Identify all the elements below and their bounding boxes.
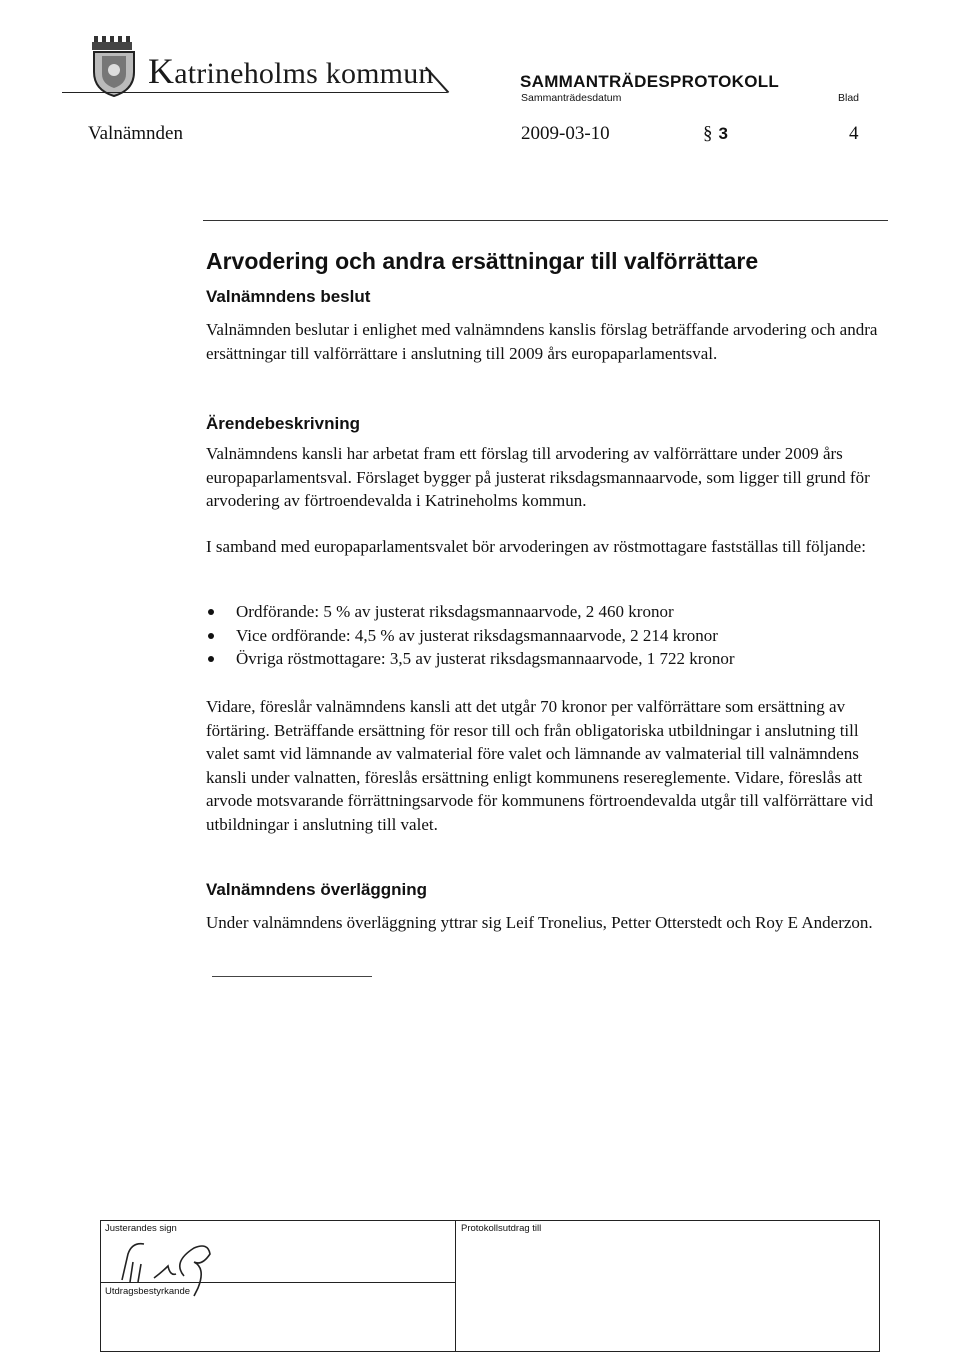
case-description-heading: Ärendebeskrivning — [206, 414, 360, 433]
extract-recipients-label: Protokollsutdrag till — [461, 1223, 542, 1234]
list-item — [206, 600, 886, 624]
header-divider — [203, 220, 888, 221]
protocol-title: SAMMANTRÄDESPROTOKOLL — [520, 72, 780, 91]
case-description-paragraph-1: Valnämndens kansli har arbetat fram ett förslag till arvodering av valförrättare under 2009 års europaparlamentsval. Förslaget bygger på justerat riksdagsmannaarvode, som ligger till grund för arvodering av förtroendevalda i Katrineholms kommun. — [206, 444, 870, 510]
case-description-paragraph-3: Vidare, föreslår valnämndens kansli att det utgår 70 kronor per valförrättare som ersättning av förtäring. Beträffande ersättning för resor till och från obligatoriska utbildningar i anslutning till valet samt vid lämnande av valmaterial före valet och lämnande av valmaterial till valnämndens kansli under valnatten, föreslås ersättning enligt kommunens resereglemente. Vidare, föreslås att arvode motsvarande förrättningsarvode för kommunens förtroendevalda utgår till valförrättare vid utbildningar i anslutning till valet. — [206, 697, 874, 834]
list-item-text: Övriga röstmottagare: 3,5 av justerat riksdagsmannaarvode, 1 722 kronor — [236, 649, 735, 668]
list-item — [206, 624, 886, 648]
bullet-icon — [208, 633, 214, 639]
meeting-date-label: Sammanträdesdatum — [521, 92, 622, 104]
meeting-date: 2009-03-10 — [521, 123, 610, 144]
municipal-crest-icon — [88, 34, 140, 98]
fee-list — [206, 600, 886, 671]
bullet-icon — [208, 609, 214, 615]
bullet-icon — [208, 656, 214, 662]
list-item-text: Vice ordförande: 4,5 % av justerat riksdagsmannaarvode, 2 214 kronor — [236, 625, 718, 645]
page-label: Blad — [838, 92, 860, 104]
list-item — [206, 647, 886, 671]
end-divider — [212, 976, 372, 977]
deliberation-text: Under valnämndens överläggning yttrar sig Leif Tronelius, Petter Otterstedt och Roy E Anderzon. — [206, 913, 873, 932]
committee-name: Valnämnden — [88, 123, 183, 144]
organization-name — [148, 50, 434, 92]
certification-label: Utdragsbestyrkande — [105, 1286, 191, 1297]
decision-heading: Valnämndens beslut — [206, 287, 371, 306]
paragraph-sign: § — [703, 123, 713, 144]
organization-name-rest: atrineholms kommun — [174, 57, 434, 90]
page-number: 4 — [849, 123, 859, 144]
document-title: Arvodering och andra ersättningar till valförrättare — [206, 248, 759, 274]
organization-initial: K — [148, 51, 175, 91]
paragraph-reference — [703, 123, 728, 145]
org-underline — [62, 92, 447, 93]
adjuster-signature-label: Justerandes sign — [105, 1223, 177, 1234]
list-item-text: Ordförande: 5 % av justerat riksdagsmannaarvode, 2 460 kronor — [236, 602, 674, 621]
paragraph-number: 3 — [718, 124, 728, 143]
deliberation-heading: Valnämndens överläggning — [206, 880, 428, 899]
signature-box-divider — [455, 1220, 456, 1352]
decision-text: Valnämnden beslutar i enlighet med valnämndens kanslis förslag beträffande arvodering och andra ersättningar till valförrättare i anslutning till 2009 års europaparlamentsval. — [206, 320, 878, 363]
case-description-paragraph-2: I samband med europaparlamentsvalet bör arvoderingen av röstmottagare fastställas till följande: — [206, 537, 866, 556]
